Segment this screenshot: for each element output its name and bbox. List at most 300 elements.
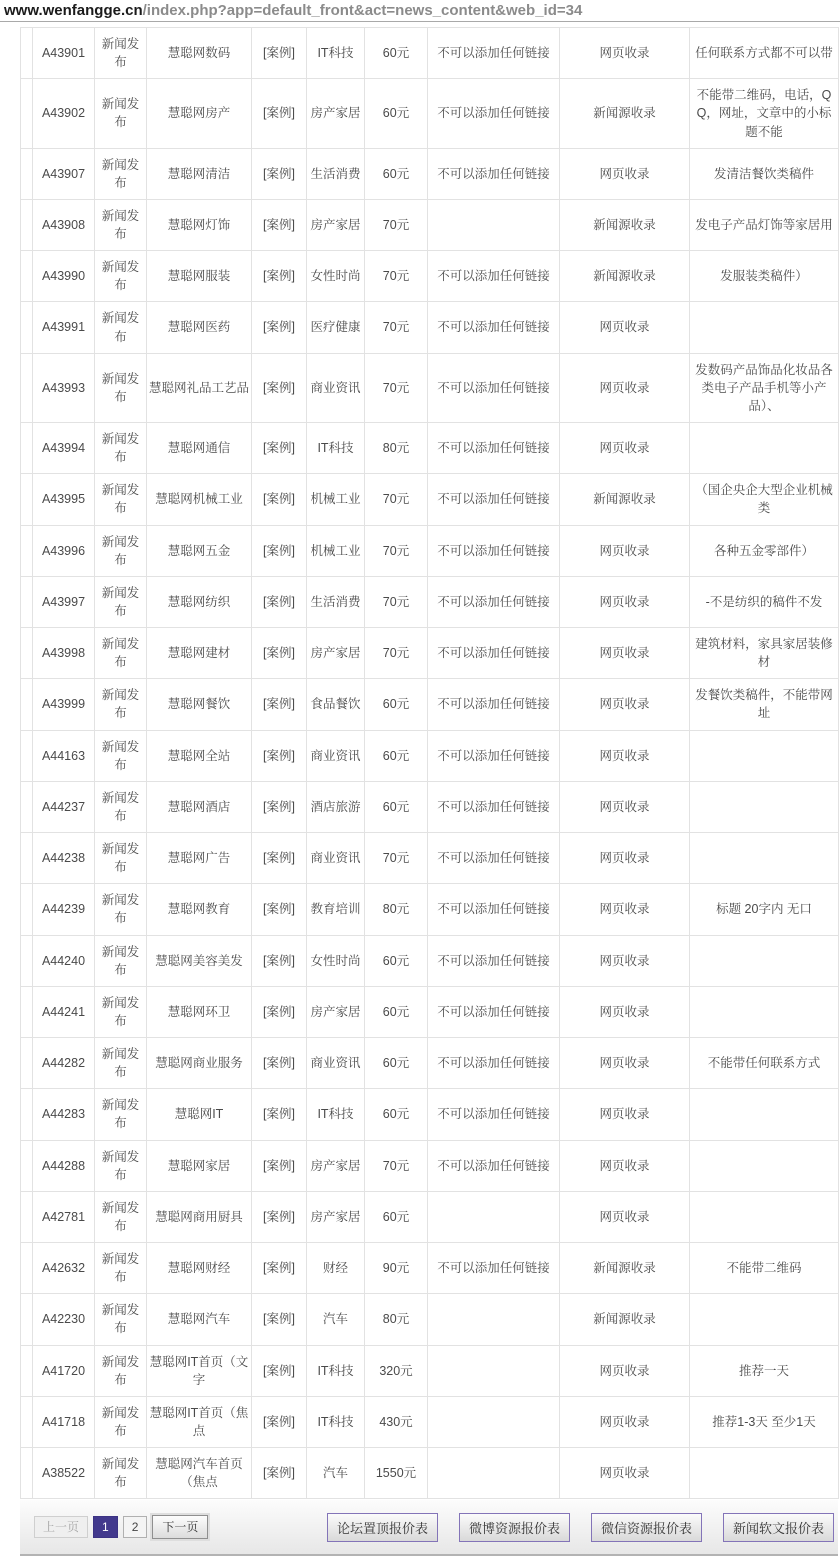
cell-site-name: 慧聪网医药 <box>147 302 252 353</box>
cell-listing-id: A41718 <box>33 1396 95 1447</box>
cell-index-type: 网页收录 <box>560 28 690 79</box>
cell-price: 60元 <box>365 79 428 148</box>
case-link[interactable]: [案例] <box>252 1448 307 1499</box>
price-table <box>20 27 839 1499</box>
cell-price: 60元 <box>365 1038 428 1089</box>
prev-page-button[interactable]: 上一页 <box>34 1516 88 1538</box>
cell-service-type: 新闻发布 <box>95 781 147 832</box>
cell-listing-id: A43901 <box>33 28 95 79</box>
cell-service-type: 新闻发布 <box>95 1345 147 1396</box>
cell-link-restriction: 不可以添加任何链接 <box>428 79 560 148</box>
cell-price: 90元 <box>365 1243 428 1294</box>
table-row <box>21 1191 839 1242</box>
case-link[interactable]: [案例] <box>252 525 307 576</box>
case-link[interactable]: [案例] <box>252 1140 307 1191</box>
cell-category: 生活消费 <box>307 576 365 627</box>
price-table-body <box>21 28 839 1499</box>
cell-link-restriction: 不可以添加任何链接 <box>428 28 560 79</box>
cell-listing-id: A41720 <box>33 1345 95 1396</box>
cell-category: 教育培训 <box>307 884 365 935</box>
cell-listing-id: A43999 <box>33 679 95 730</box>
case-link[interactable]: [案例] <box>252 423 307 474</box>
cell-remark <box>690 302 839 353</box>
cell-remark <box>690 1448 839 1499</box>
page-2-button[interactable]: 2 <box>123 1516 148 1538</box>
cell-listing-id: A44238 <box>33 833 95 884</box>
cell-index-type: 网页收录 <box>560 781 690 832</box>
cell-link-restriction: 不可以添加任何链接 <box>428 781 560 832</box>
cell-category: 财经 <box>307 1243 365 1294</box>
cell-remark <box>690 730 839 781</box>
table-row <box>21 884 839 935</box>
gutter-cell <box>21 353 33 422</box>
cell-link-restriction: 不可以添加任何链接 <box>428 525 560 576</box>
cell-service-type: 新闻发布 <box>95 730 147 781</box>
cell-remark: 推荐一天 <box>690 1345 839 1396</box>
cell-index-type: 网页收录 <box>560 576 690 627</box>
cell-remark: 发清洁餐饮类稿件 <box>690 148 839 199</box>
case-link[interactable]: [案例] <box>252 199 307 250</box>
cell-link-restriction: 不可以添加任何链接 <box>428 474 560 525</box>
pagination <box>34 1515 208 1539</box>
page-1-button-current[interactable]: 1 <box>93 1516 118 1538</box>
cell-service-type: 新闻发布 <box>95 28 147 79</box>
cell-price: 70元 <box>365 525 428 576</box>
cell-remark: 发数码产品饰品化妆品各类电子产品手机等小产品）、 <box>690 353 839 422</box>
cell-index-type: 网页收录 <box>560 1089 690 1140</box>
url-host: www.wenfangge.cn <box>4 2 143 19</box>
gutter-cell <box>21 1396 33 1447</box>
cell-index-type: 网页收录 <box>560 1191 690 1242</box>
cell-remark <box>690 986 839 1037</box>
cell-listing-id: A43994 <box>33 423 95 474</box>
cell-price: 70元 <box>365 628 428 679</box>
cell-price: 60元 <box>365 28 428 79</box>
case-link[interactable]: [案例] <box>252 576 307 627</box>
cell-listing-id: A44163 <box>33 730 95 781</box>
cell-remark <box>690 423 839 474</box>
gutter-cell <box>21 1038 33 1089</box>
gutter-cell <box>21 576 33 627</box>
cell-remark: 发电子产品灯饰等家居用 <box>690 199 839 250</box>
cell-site-name: 慧聪网财经 <box>147 1243 252 1294</box>
cell-category: 房产家居 <box>307 1191 365 1242</box>
case-link[interactable]: [案例] <box>252 781 307 832</box>
gutter-cell <box>21 781 33 832</box>
cell-site-name: 慧聪网服装 <box>147 251 252 302</box>
cell-remark: 发服装类稿件） <box>690 251 839 302</box>
cell-index-type: 网页收录 <box>560 935 690 986</box>
cell-listing-id: A43990 <box>33 251 95 302</box>
gutter-cell <box>21 730 33 781</box>
cell-listing-id: A44240 <box>33 935 95 986</box>
table-row <box>21 628 839 679</box>
cell-remark: 建筑材料，家具家居装修材 <box>690 628 839 679</box>
cell-site-name: 慧聪网汽车 <box>147 1294 252 1345</box>
cell-listing-id: A43996 <box>33 525 95 576</box>
case-link[interactable]: [案例] <box>252 1191 307 1242</box>
cell-category: 商业资讯 <box>307 353 365 422</box>
cell-remark: 发餐饮类稿件，不能带网址 <box>690 679 839 730</box>
cell-site-name: 慧聪网家居 <box>147 1140 252 1191</box>
cell-price: 80元 <box>365 884 428 935</box>
cell-remark <box>690 935 839 986</box>
cell-price: 70元 <box>365 199 428 250</box>
gutter-cell <box>21 525 33 576</box>
cell-service-type: 新闻发布 <box>95 302 147 353</box>
cell-link-restriction <box>428 1345 560 1396</box>
cell-listing-id: A42230 <box>33 1294 95 1345</box>
cell-listing-id: A43908 <box>33 199 95 250</box>
cell-site-name: 慧聪网通信 <box>147 423 252 474</box>
case-link[interactable]: [案例] <box>252 474 307 525</box>
cell-price: 70元 <box>365 474 428 525</box>
cell-price: 60元 <box>365 781 428 832</box>
cell-remark: 各种五金零部件） <box>690 525 839 576</box>
cell-remark: 标题 20字内 无口 <box>690 884 839 935</box>
gutter-cell <box>21 474 33 525</box>
cell-service-type: 新闻发布 <box>95 576 147 627</box>
cell-index-type: 网页收录 <box>560 353 690 422</box>
cell-service-type: 新闻发布 <box>95 1294 147 1345</box>
table-row <box>21 1345 839 1396</box>
cell-listing-id: A43991 <box>33 302 95 353</box>
table-row <box>21 353 839 422</box>
cell-site-name: 慧聪网IT首页（文字 <box>147 1345 252 1396</box>
cell-link-restriction: 不可以添加任何链接 <box>428 1243 560 1294</box>
footer-bar <box>20 1500 838 1556</box>
cell-link-restriction: 不可以添加任何链接 <box>428 423 560 474</box>
forum-top-quote-button[interactable]: 论坛置顶报价表 <box>327 1513 438 1542</box>
gutter-cell <box>21 833 33 884</box>
cell-link-restriction: 不可以添加任何链接 <box>428 986 560 1037</box>
cell-index-type: 网页收录 <box>560 148 690 199</box>
cell-index-type: 网页收录 <box>560 1038 690 1089</box>
cell-index-type: 新闻源收录 <box>560 199 690 250</box>
cell-price: 70元 <box>365 353 428 422</box>
cell-price: 60元 <box>365 730 428 781</box>
table-row <box>21 199 839 250</box>
cell-category: 房产家居 <box>307 628 365 679</box>
case-link[interactable]: [案例] <box>252 1089 307 1140</box>
cell-listing-id: A38522 <box>33 1448 95 1499</box>
cell-service-type: 新闻发布 <box>95 1243 147 1294</box>
cell-price: 60元 <box>365 148 428 199</box>
cell-listing-id: A44237 <box>33 781 95 832</box>
case-link[interactable]: [案例] <box>252 353 307 422</box>
weibo-quote-button[interactable]: 微博资源报价表 <box>459 1513 570 1542</box>
cell-listing-id: A44241 <box>33 986 95 1037</box>
cell-index-type: 网页收录 <box>560 833 690 884</box>
cell-price: 60元 <box>365 935 428 986</box>
cell-remark: 推荐1-3天 至少1天 <box>690 1396 839 1447</box>
cell-listing-id: A44239 <box>33 884 95 935</box>
case-link[interactable]: [案例] <box>252 935 307 986</box>
cell-site-name: 慧聪网酒店 <box>147 781 252 832</box>
case-link[interactable]: [案例] <box>252 730 307 781</box>
cell-site-name: 慧聪网礼品工艺品 <box>147 353 252 422</box>
gutter-cell <box>21 423 33 474</box>
cell-site-name: 慧聪网美容美发 <box>147 935 252 986</box>
cell-link-restriction: 不可以添加任何链接 <box>428 628 560 679</box>
cell-price: 70元 <box>365 833 428 884</box>
gutter-cell <box>21 28 33 79</box>
gutter-cell <box>21 148 33 199</box>
cell-category: 机械工业 <box>307 525 365 576</box>
cell-link-restriction <box>428 1396 560 1447</box>
cell-listing-id: A43907 <box>33 148 95 199</box>
case-link[interactable]: [案例] <box>252 302 307 353</box>
case-link[interactable]: [案例] <box>252 251 307 302</box>
cell-link-restriction: 不可以添加任何链接 <box>428 679 560 730</box>
table-row <box>21 148 839 199</box>
cell-listing-id: A42781 <box>33 1191 95 1242</box>
cell-service-type: 新闻发布 <box>95 79 147 148</box>
cell-index-type: 新闻源收录 <box>560 474 690 525</box>
cell-site-name: 慧聪网汽车首页（焦点 <box>147 1448 252 1499</box>
cell-index-type: 网页收录 <box>560 423 690 474</box>
cell-service-type: 新闻发布 <box>95 1396 147 1447</box>
cell-listing-id: A44283 <box>33 1089 95 1140</box>
case-link[interactable]: [案例] <box>252 1396 307 1447</box>
cell-listing-id: A43993 <box>33 353 95 422</box>
table-row <box>21 474 839 525</box>
cell-index-type: 网页收录 <box>560 1345 690 1396</box>
cell-service-type: 新闻发布 <box>95 474 147 525</box>
cell-service-type: 新闻发布 <box>95 1191 147 1242</box>
cell-index-type: 网页收录 <box>560 628 690 679</box>
cell-remark: （国企央企大型企业机械类 <box>690 474 839 525</box>
cell-site-name: 慧聪网建材 <box>147 628 252 679</box>
cell-service-type: 新闻发布 <box>95 1448 147 1499</box>
table-row <box>21 302 839 353</box>
gutter-cell <box>21 884 33 935</box>
case-link[interactable]: [案例] <box>252 79 307 148</box>
cell-link-restriction <box>428 1294 560 1345</box>
cell-price: 430元 <box>365 1396 428 1447</box>
cell-price: 70元 <box>365 251 428 302</box>
cell-category: 房产家居 <box>307 986 365 1037</box>
cell-service-type: 新闻发布 <box>95 679 147 730</box>
cell-link-restriction: 不可以添加任何链接 <box>428 1038 560 1089</box>
cell-category: IT科技 <box>307 1089 365 1140</box>
cell-site-name: 慧聪网商用厨具 <box>147 1191 252 1242</box>
cell-category: 酒店旅游 <box>307 781 365 832</box>
news-article-quote-button[interactable]: 新闻软文报价表 <box>723 1513 834 1542</box>
cell-link-restriction: 不可以添加任何链接 <box>428 730 560 781</box>
case-link[interactable]: [案例] <box>252 986 307 1037</box>
case-link[interactable]: [案例] <box>252 1294 307 1345</box>
cell-category: IT科技 <box>307 1345 365 1396</box>
cell-category: 房产家居 <box>307 79 365 148</box>
cell-remark <box>690 1089 839 1140</box>
cell-category: IT科技 <box>307 1396 365 1447</box>
cell-site-name: 慧聪网IT <box>147 1089 252 1140</box>
cell-listing-id: A43998 <box>33 628 95 679</box>
table-row <box>21 1140 839 1191</box>
cell-price: 70元 <box>365 576 428 627</box>
gutter-cell <box>21 1448 33 1499</box>
cell-price: 80元 <box>365 423 428 474</box>
case-link[interactable]: [案例] <box>252 1243 307 1294</box>
url-path: /index.php?app=default_front&act=news_content&web_id=34 <box>142 2 583 19</box>
cell-price: 70元 <box>365 1140 428 1191</box>
cell-link-restriction: 不可以添加任何链接 <box>428 148 560 199</box>
case-link[interactable]: [案例] <box>252 628 307 679</box>
gutter-cell <box>21 935 33 986</box>
cell-price: 320元 <box>365 1345 428 1396</box>
cell-price: 80元 <box>365 1294 428 1345</box>
case-link[interactable]: [案例] <box>252 1038 307 1089</box>
cell-index-type: 新闻源收录 <box>560 1294 690 1345</box>
gutter-cell <box>21 251 33 302</box>
cell-remark: 不能带二维码 <box>690 1243 839 1294</box>
cell-link-restriction: 不可以添加任何链接 <box>428 833 560 884</box>
cell-listing-id: A43997 <box>33 576 95 627</box>
cell-remark <box>690 833 839 884</box>
cell-price: 60元 <box>365 679 428 730</box>
case-link[interactable]: [案例] <box>252 884 307 935</box>
cell-remark: 不能带任何联系方式 <box>690 1038 839 1089</box>
cell-index-type: 新闻源收录 <box>560 1243 690 1294</box>
cell-category: 汽车 <box>307 1294 365 1345</box>
cell-service-type: 新闻发布 <box>95 251 147 302</box>
table-row <box>21 833 839 884</box>
cell-price: 60元 <box>365 1089 428 1140</box>
cell-site-name: 慧聪网清洁 <box>147 148 252 199</box>
cell-index-type: 网页收录 <box>560 730 690 781</box>
cell-category: 女性时尚 <box>307 251 365 302</box>
cell-category: 食品餐饮 <box>307 679 365 730</box>
cell-price: 60元 <box>365 986 428 1037</box>
cell-index-type: 网页收录 <box>560 986 690 1037</box>
cell-site-name: 慧聪网餐饮 <box>147 679 252 730</box>
cell-site-name: 慧聪网纺织 <box>147 576 252 627</box>
page-content <box>0 22 840 1499</box>
cell-listing-id: A43902 <box>33 79 95 148</box>
cell-listing-id: A44288 <box>33 1140 95 1191</box>
gutter-cell <box>21 628 33 679</box>
cell-site-name: 慧聪网全站 <box>147 730 252 781</box>
table-row <box>21 79 839 148</box>
weixin-quote-button[interactable]: 微信资源报价表 <box>591 1513 702 1542</box>
cell-link-restriction: 不可以添加任何链接 <box>428 935 560 986</box>
table-row <box>21 1448 839 1499</box>
cell-index-type: 网页收录 <box>560 1448 690 1499</box>
cell-service-type: 新闻发布 <box>95 423 147 474</box>
cell-link-restriction <box>428 1448 560 1499</box>
table-row <box>21 251 839 302</box>
cell-service-type: 新闻发布 <box>95 986 147 1037</box>
cell-link-restriction: 不可以添加任何链接 <box>428 302 560 353</box>
table-row <box>21 1089 839 1140</box>
cell-remark: 不能带二维码，电话，QQ，网址，文章中的小标题不能 <box>690 79 839 148</box>
cell-service-type: 新闻发布 <box>95 199 147 250</box>
cell-site-name: 慧聪网教育 <box>147 884 252 935</box>
gutter-cell <box>21 1140 33 1191</box>
cell-site-name: 慧聪网环卫 <box>147 986 252 1037</box>
cell-category: 医疗健康 <box>307 302 365 353</box>
cell-site-name: 慧聪网广告 <box>147 833 252 884</box>
cell-site-name: 慧聪网房产 <box>147 79 252 148</box>
cell-index-type: 新闻源收录 <box>560 79 690 148</box>
cell-link-restriction <box>428 199 560 250</box>
case-link[interactable]: [案例] <box>252 679 307 730</box>
cell-index-type: 网页收录 <box>560 884 690 935</box>
case-link[interactable]: [案例] <box>252 1345 307 1396</box>
cell-category: IT科技 <box>307 28 365 79</box>
cell-index-type: 新闻源收录 <box>560 251 690 302</box>
cell-remark <box>690 781 839 832</box>
cell-index-type: 网页收录 <box>560 679 690 730</box>
cell-site-name: 慧聪网灯饰 <box>147 199 252 250</box>
table-row <box>21 679 839 730</box>
case-link[interactable]: [案例] <box>252 148 307 199</box>
cell-service-type: 新闻发布 <box>95 353 147 422</box>
next-page-button[interactable]: 下一页 <box>152 1515 208 1539</box>
cell-link-restriction <box>428 1191 560 1242</box>
table-row <box>21 730 839 781</box>
cell-remark <box>690 1191 839 1242</box>
cell-category: 商业资讯 <box>307 730 365 781</box>
table-row <box>21 935 839 986</box>
gutter-cell <box>21 986 33 1037</box>
cell-category: 汽车 <box>307 1448 365 1499</box>
cell-service-type: 新闻发布 <box>95 884 147 935</box>
quote-buttons-group <box>327 1513 834 1542</box>
cell-listing-id: A44282 <box>33 1038 95 1089</box>
cell-category: 房产家居 <box>307 1140 365 1191</box>
cell-site-name: 慧聪网数码 <box>147 28 252 79</box>
cell-site-name: 慧聪网商业服务 <box>147 1038 252 1089</box>
case-link[interactable]: [案例] <box>252 833 307 884</box>
cell-service-type: 新闻发布 <box>95 1038 147 1089</box>
cell-service-type: 新闻发布 <box>95 525 147 576</box>
gutter-cell <box>21 199 33 250</box>
gutter-cell <box>21 1243 33 1294</box>
gutter-cell <box>21 1191 33 1242</box>
cell-service-type: 新闻发布 <box>95 148 147 199</box>
cell-remark: 任何联系方式都不可以带 <box>690 28 839 79</box>
browser-address-bar[interactable] <box>0 0 840 22</box>
cell-link-restriction: 不可以添加任何链接 <box>428 884 560 935</box>
cell-link-restriction: 不可以添加任何链接 <box>428 251 560 302</box>
cell-service-type: 新闻发布 <box>95 1089 147 1140</box>
cell-link-restriction: 不可以添加任何链接 <box>428 353 560 422</box>
gutter-cell <box>21 1294 33 1345</box>
gutter-cell <box>21 679 33 730</box>
table-row <box>21 576 839 627</box>
case-link[interactable]: [案例] <box>252 28 307 79</box>
cell-remark: -不是纺织的稿件不发 <box>690 576 839 627</box>
cell-category: IT科技 <box>307 423 365 474</box>
cell-site-name: 慧聪网机械工业 <box>147 474 252 525</box>
cell-category: 商业资讯 <box>307 1038 365 1089</box>
table-row <box>21 1294 839 1345</box>
table-row <box>21 423 839 474</box>
table-row <box>21 525 839 576</box>
cell-category: 商业资讯 <box>307 833 365 884</box>
gutter-cell <box>21 79 33 148</box>
table-row <box>21 986 839 1037</box>
table-row <box>21 28 839 79</box>
cell-category: 房产家居 <box>307 199 365 250</box>
cell-site-name: 慧聪网五金 <box>147 525 252 576</box>
cell-price: 70元 <box>365 302 428 353</box>
cell-link-restriction: 不可以添加任何链接 <box>428 1089 560 1140</box>
cell-service-type: 新闻发布 <box>95 935 147 986</box>
cell-remark <box>690 1140 839 1191</box>
